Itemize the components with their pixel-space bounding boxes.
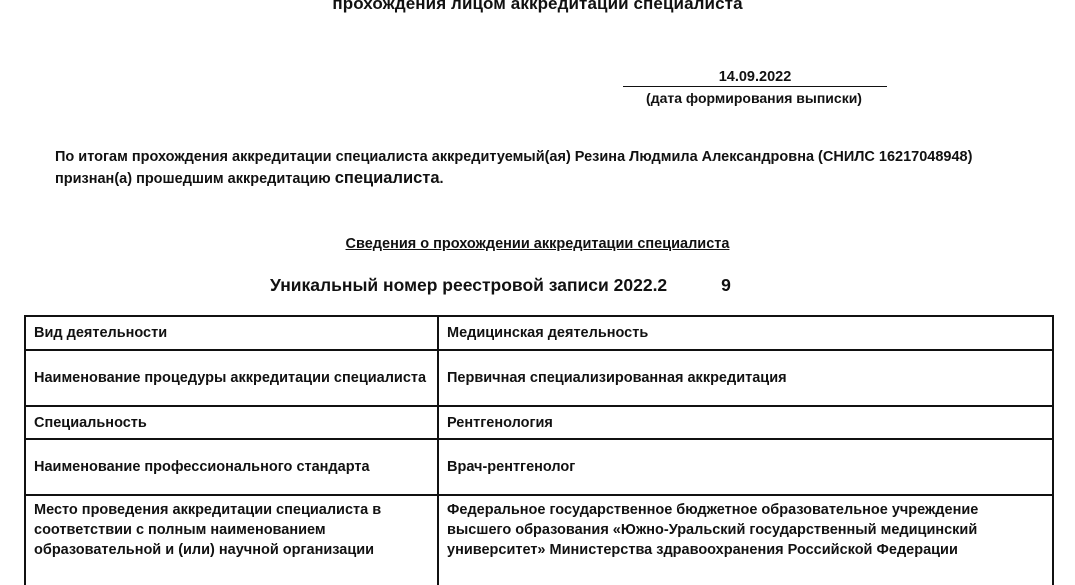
table-row <box>25 406 1053 439</box>
section-title: Сведения о прохождении аккредитации специалиста <box>345 236 730 252</box>
extract-date-caption: (дата формирования выписки) <box>646 90 862 106</box>
row-label: Наименование процедуры аккредитации специалиста <box>25 350 438 406</box>
row-label: Специальность <box>25 406 438 439</box>
registry-number <box>270 275 731 296</box>
row-label: Место проведения аккредитации специалиста в соответствии с полным наименованием образовательной и (или) научной организации <box>25 495 438 585</box>
extract-date: 14.09.2022 <box>623 69 887 87</box>
accreditation-info-table <box>24 315 1054 585</box>
accreditation-summary <box>55 147 1045 190</box>
table-row <box>25 495 1053 585</box>
row-label: Вид деятельности <box>25 316 438 350</box>
summary-text: По итогам прохождения аккредитации специалиста аккредитуемый(ая) Резина Людмила Александровна (СНИЛС 16217048948) признан(а) прошедшим аккредитацию <box>55 149 973 187</box>
row-value: Медицинская деятельность <box>438 316 1053 350</box>
row-value: Первичная специализированная аккредитация <box>438 350 1053 406</box>
table-row <box>25 316 1053 350</box>
table-row <box>25 439 1053 495</box>
summary-ending: . <box>439 171 444 187</box>
summary-emphasis: специалиста <box>334 169 440 187</box>
extract-date-block <box>619 69 889 106</box>
registry-label: Уникальный номер реестровой записи 2022.2 <box>270 275 668 295</box>
document-header-title: прохождения лицом аккредитации специалиста <box>332 0 743 13</box>
row-label: Наименование профессионального стандарта <box>25 439 438 495</box>
table-row <box>25 350 1053 406</box>
row-value: Федеральное государственное бюджетное образовательное учреждение высшего образования «Южно-Уральский государственный медицинский университет» Министерства здравоохранения Российской Федерации <box>438 495 1053 585</box>
row-value: Рентгенология <box>438 406 1053 439</box>
row-value: Врач-рентгенолог <box>438 439 1053 495</box>
registry-suffix: 9 <box>721 275 731 295</box>
